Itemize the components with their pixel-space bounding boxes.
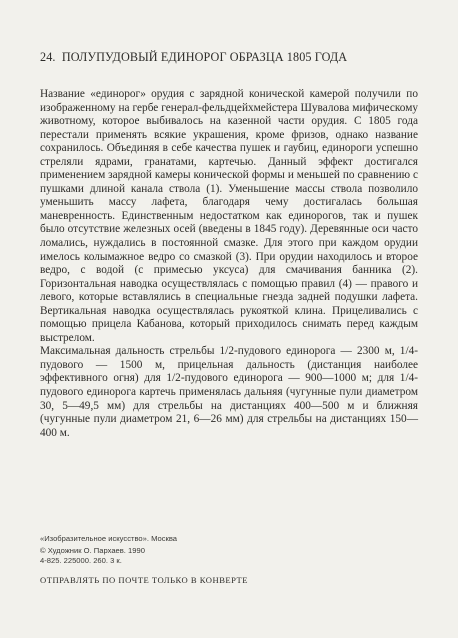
description-text xyxy=(40,88,418,440)
mailing-note: ОТПРАВЛЯТЬ ПО ПОЧТЕ ТОЛЬКО В КОНВЕРТЕ xyxy=(40,575,249,585)
card-number: 24. xyxy=(40,50,56,64)
description-paragraph-1: Название «единорог» орудия с зарядной конической камерой получили по изображенному на гербе генерал-фельдцейхмейстера Шувалова мифическому животному, которое выбивалось на казенной части орудия. С 1805 года перестали применять всякие украшения, кроме фризов, однако название сохранилось. Объединяя в себе качества пушек и гаубиц, единороги успешно стреляли ядрами, гранатами, картечью. Данный эффект достигался применением зарядной камеры конической формы и меньшей по сравнению с пушками длиной канала ствола (1). Уменьшение массы ствола позволило уменьшить массу лафета, благодаря чему достигалась большая маневренность. Единственным недостатком как единорогов, так и пушек было отсутствие железных осей (введены в 1845 году). Деревянные оси часто ломались, нуждались в постоянной смазке. Для этого при каждом орудии имелось колымажное ведро со смазкой (3). При орудии находилось и второе ведро, с водой (с примесью уксуса) для смачивания банника (2). Горизонтальная наводка осуществлялась с помощью правил (4) — правого и левого, которые вставлялись в специальные гнезда задней подушки лафета. Вертикальная наводка осуществлялась рукояткой клина. Прицеливались с помощью прицела Кабанова, который приходилось снимать перед каждым выстрелом. xyxy=(40,88,418,344)
print-code: 4-825. 225000. 260. 3 к. xyxy=(40,556,122,565)
imprint xyxy=(40,534,420,585)
artist-credit: © Художник О. Пархаев. 1990 xyxy=(40,546,145,555)
card-heading xyxy=(40,50,430,65)
card-title: ПОЛУПУДОВЫЙ ЕДИНОРОГ ОБРАЗЦА 1805 ГОДА xyxy=(61,50,348,64)
description-paragraph-2: Максимальная дальность стрельбы 1/2-пудового единорога — 2300 м, 1/4-пудового — 1500 м, прицельная дальность (дистанция наиболее эффективного огня) для 1/2-пудового единорога — 900—1000 м; для 1/4-пудового единорога картечь применялась дальняя (чугунные пули диаметром 30, 5—49,5 мм) для стрельбы на дистанциях 400—500 м и ближняя (чугунные пули диаметром 21, 6—26 мм) для стрельбы на дистанциях 150—400 м. xyxy=(40,345,418,439)
publisher-line: «Изобразительное искусство». Москва xyxy=(40,534,178,543)
